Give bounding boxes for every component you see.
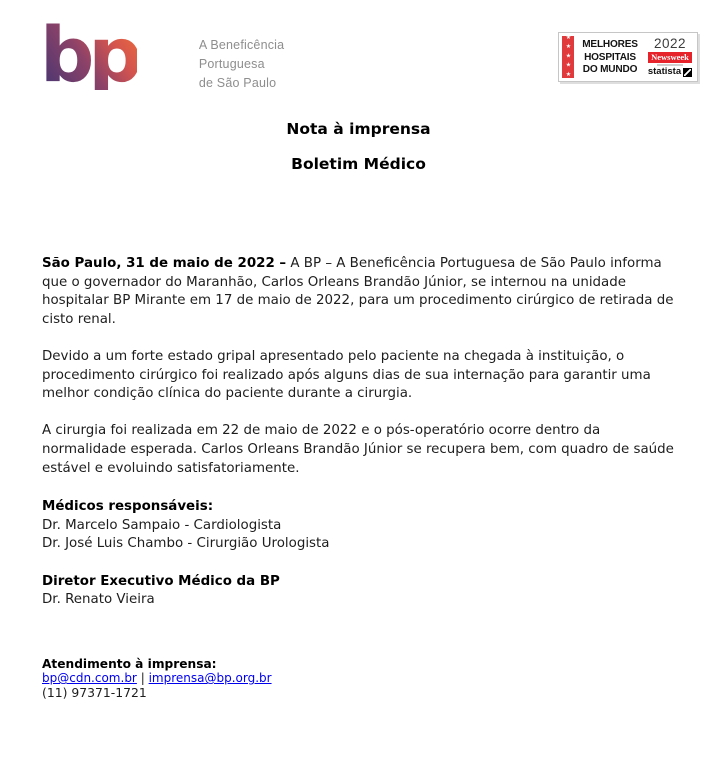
newsweek-logo: Newsweek [648,52,692,63]
body-paragraph: Devido a um forte estado gripal apresentado pelo paciente na chegada à instituição, o procedimento cirúrgico foi realizado após alguns dias de sua internação para garantir uma melhor condição clínica do paciente durante a cirurgia. [42,348,651,402]
body-paragraph [42,255,675,329]
org-name [199,36,285,93]
doctor-item: Dr. Marcelo Sampaio - Cardiologista [42,517,282,533]
email-link-imprensa[interactable]: imprensa@bp.org.br [148,671,272,686]
doctor-item: Dr. José Luis Chambo - Cirurgião Urologista [42,536,330,552]
doctors-heading: Médicos responsáveis: [42,499,214,515]
badge-right-column [646,36,694,78]
stars-stripe [562,36,574,78]
stars-icon: ★★★★★ [565,34,572,80]
org-name-line: Portuguesa [198,57,265,71]
bp-logo: bp [40,10,137,99]
doctors-section [42,498,675,554]
org-name-line: A Beneficência [198,38,285,52]
statista-wordmark: statista [647,66,682,77]
director-name: Dr. Renato Vieira [42,592,155,608]
body-paragraph: A cirurgia foi realizada em 22 de maio de 2022 e o pós-operatório ocorre dentro da normalidade esperada. Carlos Orleans Brandão Júnior se recupera bem, com quadro de saúde estável e evoluindo satisfatoriamente. [42,423,674,476]
page-subtitle: Boletim Médico [291,155,426,173]
dateline: São Paulo, 31 de maio de 2022 – [42,256,287,271]
email-link-bp-cdn[interactable]: bp@cdn.com.br [42,671,137,686]
newsweek-award-badge [558,32,698,82]
statista-logo [648,64,692,77]
badge-title-line: DO MUNDO [582,63,638,76]
badge-year: 2022 [653,36,687,51]
statista-glyph-icon [683,68,692,77]
document-header [0,0,713,99]
page-title: Nota à imprensa [286,120,431,138]
org-name-line: de São Paulo [198,76,277,90]
press-contact-section [42,657,675,701]
press-contact-links [42,671,675,686]
badge-title [575,36,644,78]
link-separator: | [140,671,145,686]
document-body [42,255,675,610]
press-phone: (11) 97371-1721 [42,684,147,700]
director-heading: Diretor Executivo Médico da BP [42,573,280,589]
badge-title-line: MELHORES [582,38,638,51]
press-contact-heading: Atendimento à imprensa: [42,656,217,671]
badge-title-line: HOSPITAIS [584,50,636,63]
director-section [42,573,675,610]
paragraph-text: A BP – A Beneficência Portuguesa de São Paulo informa que o governador do Maranhão, Carlos Orleans Brandão Júnior, se internou na unidade hospitalar BP Mirante em 17 de maio de 2022, para um procedimento cirúrgico de retirada de cisto renal. [42,256,674,327]
statista-row [648,67,692,77]
